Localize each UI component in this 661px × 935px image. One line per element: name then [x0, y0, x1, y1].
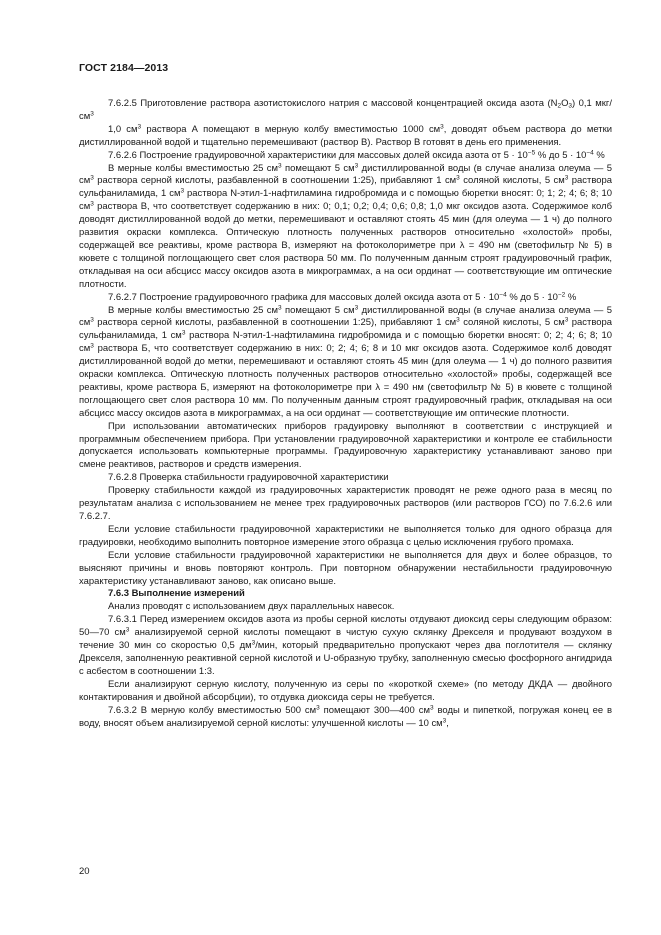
document-body [79, 98, 612, 730]
paragraph: Проверку стабильности каждой из градуировочных характеристик проводят не реже одного раза в месяц по результатам анализа с использованием не менее трех градуировочных растворов (или растворов ГСО) по 7.6.2.6 или 7.6.2.7. [79, 485, 612, 522]
paragraph: 1,0 $см^3$ раствора А помещают в мерную колбу вместимостью 1000 $см^3$, доводят объем раствора до метки дистиллированной водой и тщательно перемешивают (раствор В). Раствор В готовят в день его применения. [79, 123, 612, 148]
paragraph: 7.6.2.6 Построение градуировочной характеристики для массовых долей оксида азота от $5 \cdot 10^{-5}$ % до $5 \cdot 10^{-4}$ % [108, 149, 605, 161]
paragraph: Анализ проводят с использованием двух параллельных навесок. [108, 601, 395, 613]
paragraph: 7.6.2.8 Проверка стабильности градуировочной характеристики [108, 472, 389, 484]
paragraph: Если условие стабильности градуировочной характеристики не выполняется только для одного образца для градуировки, необходимо выполнить повторное измерение этого образца с целью исключения грубого промаха. [79, 523, 612, 548]
paragraph: Если условие стабильности градуировочной характеристики не выполняется для двух и более образцов, то выясняют причины и вновь повторяют контроль. При повторном обнаружении нестабильности градуировочную характеристику устанавливают заново, как описано выше. [79, 549, 612, 587]
paragraph: Если анализируют серную кислоту, полученную из серы по «короткой схеме» (по методу ДКДА — двойного контактирования и двойной абсорбции), то отдувка диоксида серы не требуется. [79, 678, 612, 703]
document-header: ГОСТ 2184—2013 [79, 62, 169, 74]
paragraph: В мерные колбы вместимостью 25 $см^3$ помещают 5 $см^3$ дистиллированной воды (в случае анализа олеума — 5 $см^3$ раствора серной кислоты, разбавленной в соотношении 1:25), прибавляют 1 $см^3$ соляной кислоты, 5 $см^3$ раствора сульфаниламида, 1 $см^3$ раствора N-этил-1-нафтиламина гидробромида и с помощью бюретки вносят: 0; 1; 2; 4; 6; 8; 10 $см^3$ раствора В, что соответствует содержанию в них: 0; 0,1; 0,2; 0,4; 0,6; 0,8; 1,0 мкг оксидов азота. Содержимое колб доводят дистиллированной водой до метки, перемешивают и оставляют стоять 45 мин (для олеума — 1 ч) до полного развития окраски комплекса. Оптическую плотность полученных растворов относительно «холостой» пробы, содержащей все реактивы, кроме раствора В, измеряют на фотоколориметре при λ = 490 нм (светофильтр № 5) в кювете с толщиной поглощающего свет слоя раствора 50 мм. По полученным данным строят градуировочный график, откладывая на оси абсцисс массу оксидов азота в микрограммах, а на оси ординат — соответствующие им оптические плотности. [79, 162, 613, 290]
paragraph: 7.6.3 Выполнение измерений [108, 588, 245, 600]
paragraph: 7.6.2.5 Приготовление раствора азотистокислого натрия с массовой концентрацией оксида азота $(N_2O_3)$ 0,1 мкг/$см^3$ [79, 98, 612, 122]
paragraph: 7.6.3.1 Перед измерением оксидов азота из пробы серной кислоты отдувают диоксид серы следующим образом: 50—70 $см^3$ анализируемой серной кислоты помещают в чистую сухую склянку Дрекселя и продувают воздухом в течение 30 мин со скоростью 0,5 $дм^3$/мин, который предварительно пропускают через два поглотителя — склянку Дрекселя, заполненную реактивной серной кислотой и U-образную трубку, заполненную смесью фосфорного ангидрида с асбестом в соотношении 1:3. [79, 614, 612, 677]
paragraph: 7.6.2.7 Построение градуировочного графика для массовых долей оксида азота от $5 \cdot 10^{-4}$ % до $5 \cdot 10^{-2}$ % [108, 291, 577, 303]
page-number: 20 [79, 866, 90, 877]
paragraph: 7.6.3.2 В мерную колбу вместимостью 500 $см^3$ помещают 300—400 $см^3$ воды и пипеткой, погружая конец ее в воду, вносят объем анализируемой серной кислоты: улучшенной кислоты — 10 $см^3$, [79, 704, 613, 729]
paragraph: В мерные колбы вместимостью 25 $см^3$ помещают 5 $см^3$ дистиллированной воды (в случае анализа олеума — 5 $см^3$ раствора серной кислоты, разбавленной в соотношении 1:25), прибавляют 1 $см^3$ соляной кислоты, 5 $см^3$ раствора сульфаниламида, 1 $см^3$ раствора N-этил-1-нафтиламина гидробромида и с помощью бюретки вносят: 0; 2; 4; 6; 8; 10 $см^3$ раствора Б, что соответствует содержанию в них: 0; 2; 4; 6; 8 и 10 мкг оксидов азота. Содержимое колб доводят дистиллированной водой до метки, перемешивают и оставляют стоять 45 мин (для олеума — 1 ч) до полного развития окраски комплекса. Оптическую плотность полученных растворов относительно «холостой» пробы, содержащей все реактивы, кроме раствора Б, измеряют на фотоколориметре при λ = 490 нм (светофильтр № 5) в кювете с толщиной поглощающего свет слоя раствора 10 мм. По полученным данным строят градуировочный график, откладывая на оси абсцисс массу оксидов азота в микрограммах, а на оси ординат — соответствующие им оптические плотности. [79, 304, 613, 419]
paragraph: При использовании автоматических приборов градуировку выполняют в соответствии с инструкцией и программным обеспечением прибора. При установлении градуировочной характеристики и контроле ее стабильности допускается использовать компьютерные программы. Градуировочную характеристику устанавливают заново при смене реактивов, растворов и средств измерения. [79, 420, 612, 471]
